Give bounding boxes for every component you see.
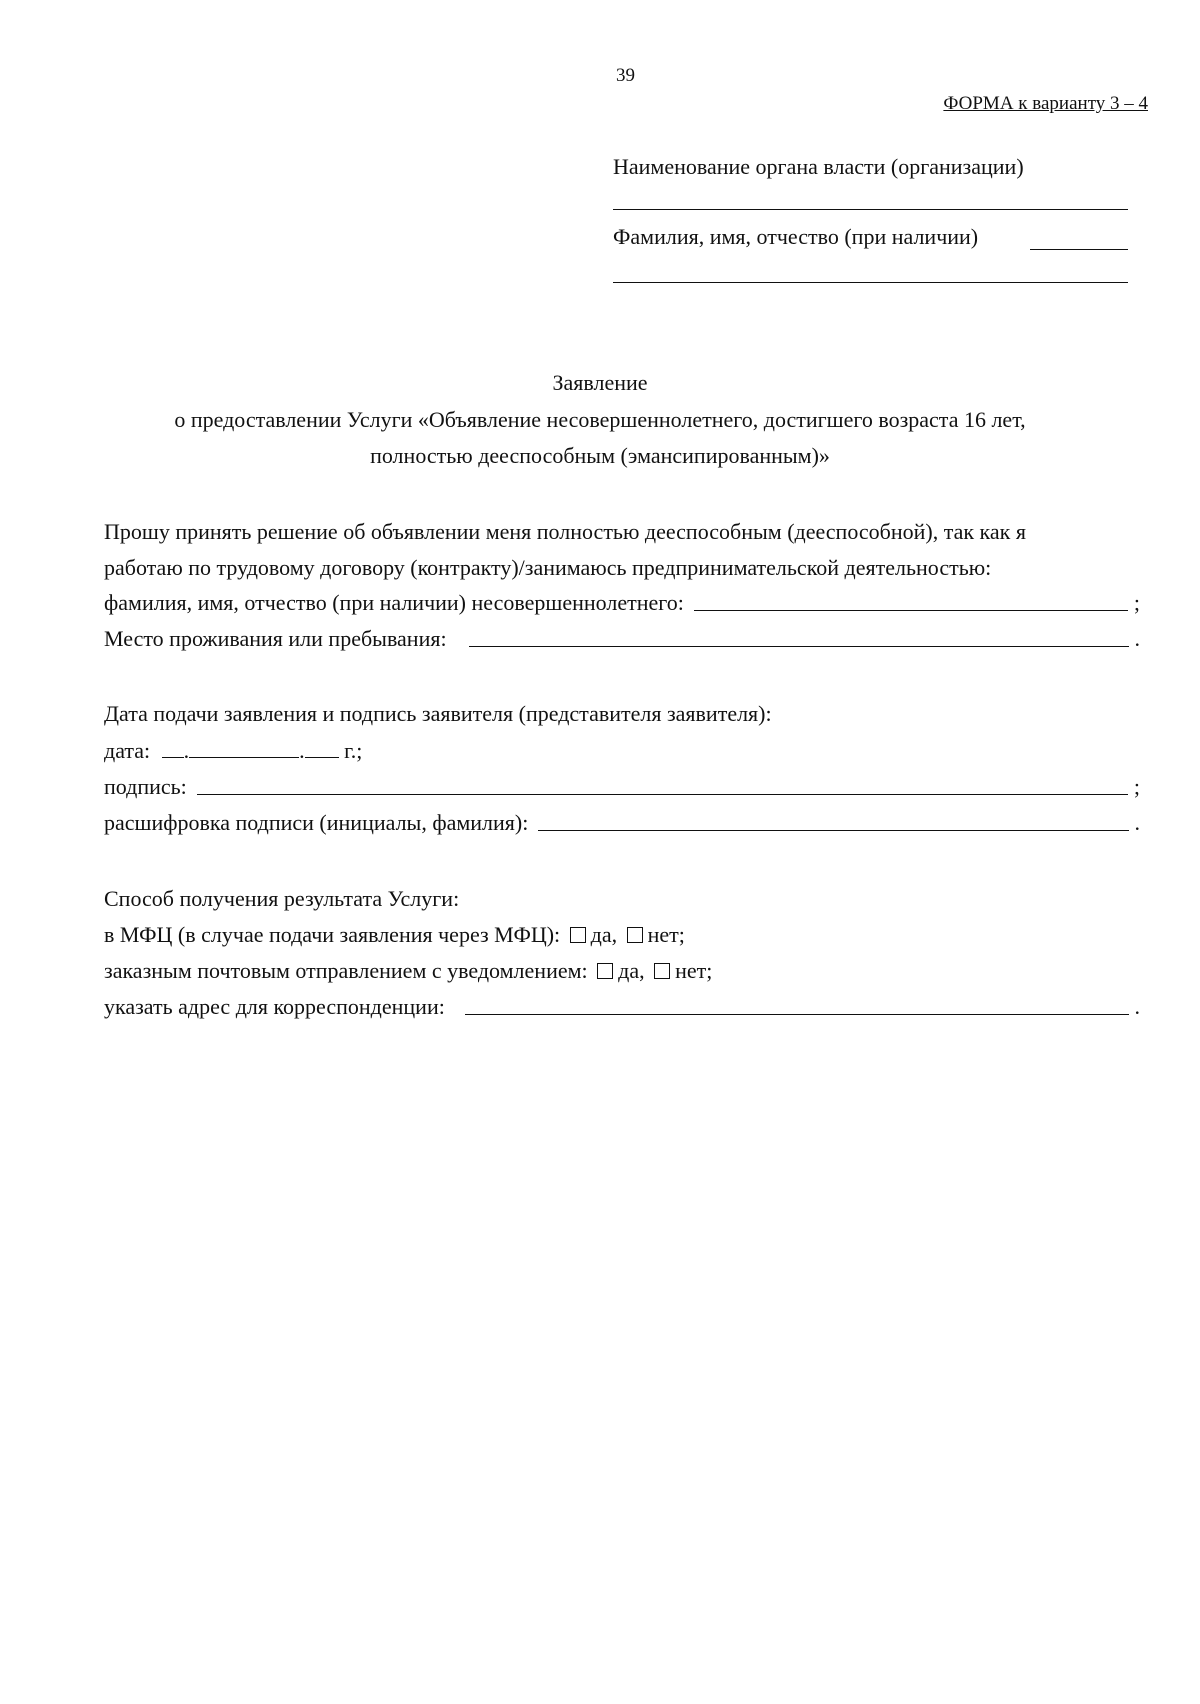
residence-row — [104, 628, 1140, 650]
signature-label: подпись: — [104, 774, 187, 799]
date-dot-1: . — [183, 738, 190, 763]
decoding-end: . — [1134, 810, 1140, 835]
request-text-line2: работаю по трудовому договору (контракту)/занимаюсь предпринимательской деятельностью: — [104, 555, 992, 580]
signature-intro: Дата подачи заявления и подпись заявителя (представителя заявителя): — [104, 701, 772, 726]
form-reference: ФОРМА к варианту 3 – 4 — [943, 93, 1148, 114]
address-row — [104, 996, 1140, 1018]
signature-row — [104, 776, 1140, 798]
mfc-no-label: нет; — [647, 922, 685, 947]
request-text-line1: Прошу принять решение об объявлении меня полностью дееспособным (дееспособной), так как я — [104, 519, 1026, 544]
date-label: дата: — [104, 738, 151, 763]
decoding-row — [104, 812, 1140, 834]
applicant-name-field[interactable] — [1030, 249, 1128, 250]
date-suffix: г.; — [344, 738, 363, 763]
decoding-label: расшифровка подписи (инициалы, фамилия): — [104, 810, 529, 835]
address-label: указать адрес для корреспонденции: — [104, 994, 445, 1019]
mail-no-checkbox[interactable] — [654, 963, 670, 979]
applicant-name-field-2[interactable] — [613, 282, 1128, 283]
signature-field[interactable] — [197, 793, 1128, 795]
address-end: . — [1134, 994, 1140, 1019]
delivery-heading: Способ получения результата Услуги: — [104, 886, 460, 911]
minor-name-field[interactable] — [694, 609, 1128, 611]
authority-label: Наименование органа власти (организации) — [613, 154, 1024, 179]
mail-yes-checkbox[interactable] — [597, 963, 613, 979]
residence-label: Место проживания или пребывания: — [104, 626, 447, 651]
document-title: Заявление — [552, 370, 648, 395]
date-row — [104, 740, 362, 762]
mfc-yes-checkbox[interactable] — [570, 927, 586, 943]
mail-label: заказным почтовым отправлением с уведомлением: — [104, 958, 588, 983]
minor-name-row — [104, 592, 1140, 614]
mail-yes-label: да, — [618, 958, 645, 983]
address-field[interactable] — [465, 1013, 1129, 1015]
date-year-field[interactable] — [305, 756, 339, 758]
mfc-no-checkbox[interactable] — [627, 927, 643, 943]
date-dot-2: . — [299, 738, 305, 763]
date-month-field[interactable] — [189, 756, 299, 758]
minor-name-end: ; — [1133, 590, 1140, 615]
residence-field[interactable] — [469, 645, 1129, 647]
residence-end: . — [1134, 626, 1140, 651]
minor-name-label: фамилия, имя, отчество (при наличии) несовершеннолетнего: — [104, 590, 684, 615]
mail-row — [104, 960, 712, 982]
decoding-field[interactable] — [538, 829, 1128, 831]
document-subtitle-line1: о предоставлении Услуги «Объявление несовершеннолетнего, достигшего возраста 16 лет, — [174, 407, 1026, 432]
mfc-label: в МФЦ (в случае подачи заявления через МФЦ): — [104, 922, 561, 947]
mfc-row — [104, 924, 685, 946]
signature-end: ; — [1133, 774, 1140, 799]
mfc-yes-label: да, — [590, 922, 618, 947]
document-subtitle-line2: полностью дееспособным (эмансипированным)» — [370, 443, 830, 468]
page-number: 39 — [616, 65, 635, 86]
authority-field[interactable] — [613, 209, 1128, 210]
mail-no-label: нет; — [675, 958, 713, 983]
applicant-name-label: Фамилия, имя, отчество (при наличии) — [613, 224, 979, 249]
date-day-field[interactable] — [162, 756, 184, 758]
